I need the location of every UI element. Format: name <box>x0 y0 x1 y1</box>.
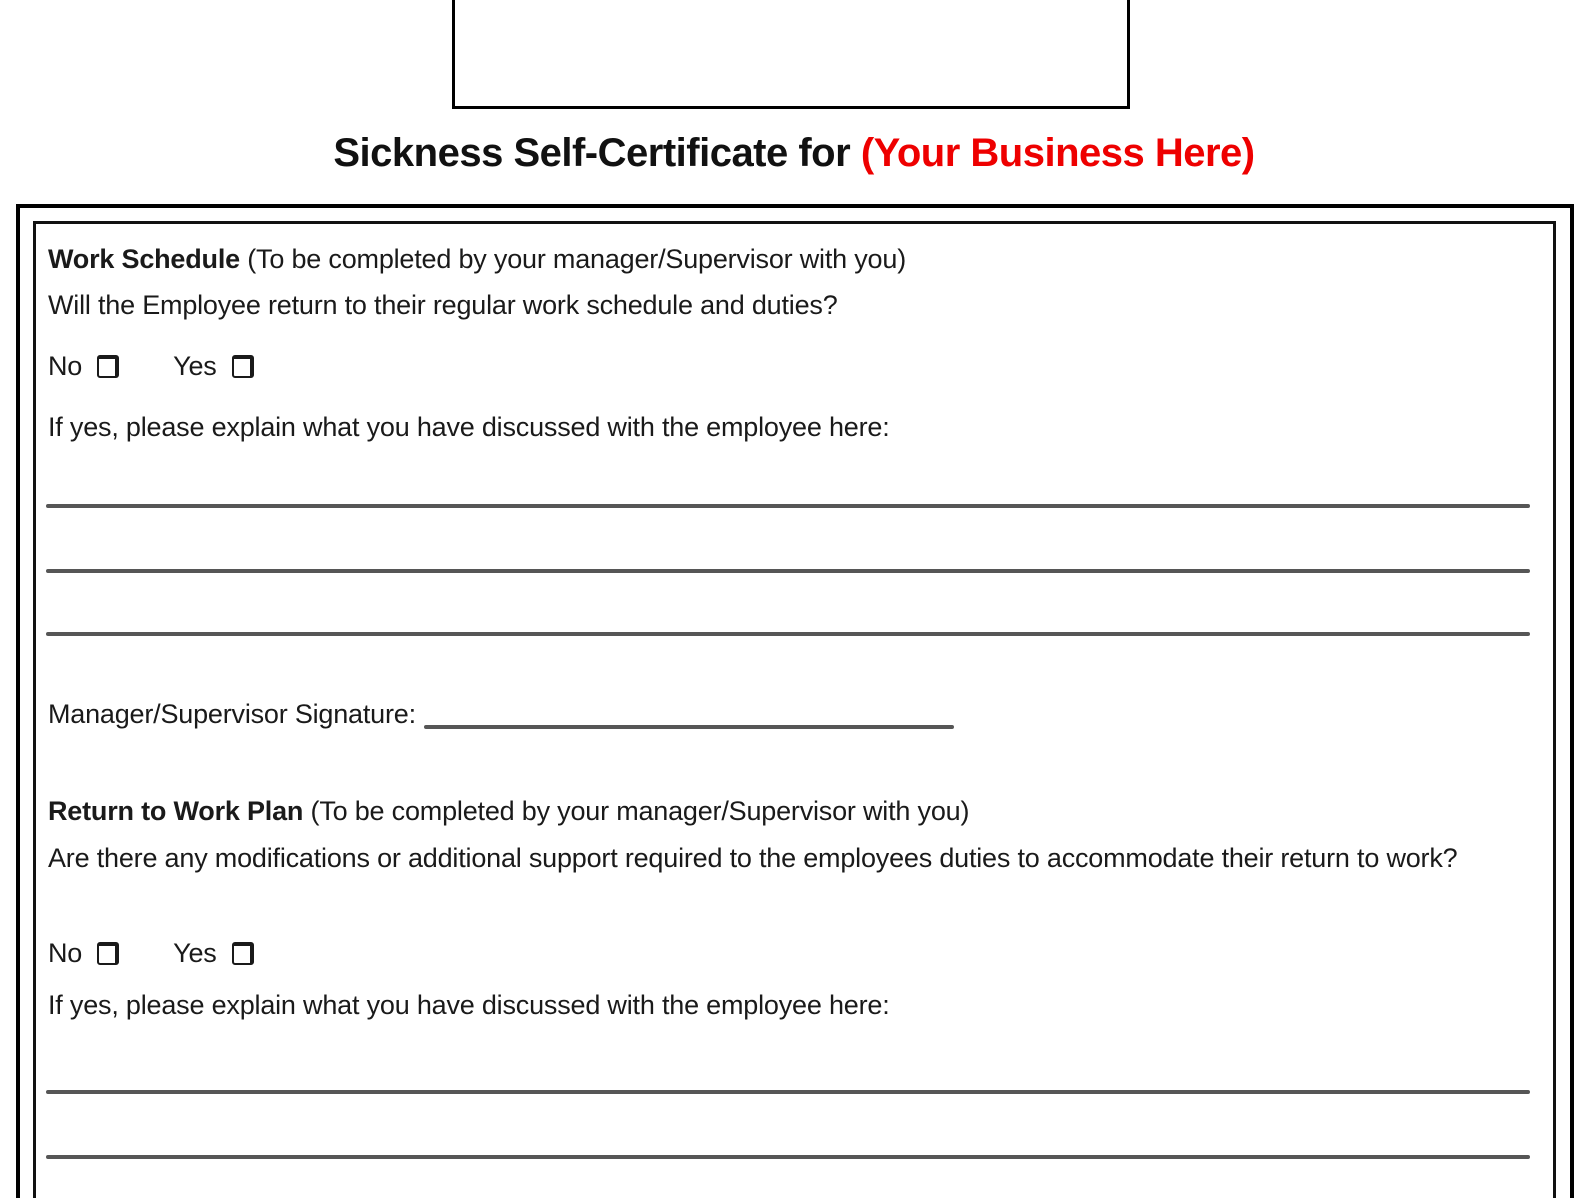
logo-placeholder-box <box>452 0 1130 109</box>
manager-signature-row <box>48 699 954 730</box>
work-schedule-heading: Work Schedule <box>48 244 240 274</box>
work-schedule-question: Will the Employee return to their regular work schedule and duties? <box>48 290 838 320</box>
work-schedule-no-label: No <box>48 351 83 381</box>
return-to-work-yes-checkbox[interactable] <box>232 942 254 965</box>
page-title <box>0 131 1588 175</box>
return-to-work-yes-no-row <box>48 938 254 969</box>
answer-line[interactable] <box>46 1155 1530 1159</box>
title-main-text: Sickness Self-Certificate for <box>333 131 851 175</box>
return-to-work-note: (To be completed by your manager/Supervisor with you) <box>310 796 970 826</box>
return-to-work-no-label: No <box>48 938 83 968</box>
answer-line[interactable] <box>46 632 1530 636</box>
return-to-work-explain-prompt: If yes, please explain what you have discussed with the employee here: <box>48 990 890 1020</box>
work-schedule-explain-prompt: If yes, please explain what you have discussed with the employee here: <box>48 412 890 442</box>
work-schedule-yes-no-row <box>48 351 254 382</box>
manager-signature-line[interactable] <box>424 725 954 729</box>
return-to-work-heading: Return to Work Plan <box>48 796 304 826</box>
form-inner-border <box>33 221 1556 1198</box>
return-to-work-yes-label: Yes <box>173 938 217 968</box>
return-to-work-heading-row <box>48 796 969 827</box>
work-schedule-note: (To be completed by your manager/Supervisor with you) <box>247 244 906 274</box>
answer-line[interactable] <box>46 1090 1530 1094</box>
manager-signature-label: Manager/Supervisor Signature: <box>48 699 416 729</box>
return-to-work-question: Are there any modifications or additional support required to the employees duties to accommodate their return to work? <box>48 843 1458 873</box>
return-to-work-no-checkbox[interactable] <box>97 942 119 965</box>
work-schedule-yes-checkbox[interactable] <box>232 355 254 378</box>
work-schedule-yes-label: Yes <box>173 351 217 381</box>
title-business-placeholder: (Your Business Here) <box>860 131 1255 175</box>
work-schedule-heading-row <box>48 244 906 275</box>
form-outer-border <box>16 204 1574 1198</box>
work-schedule-no-checkbox[interactable] <box>97 355 119 378</box>
answer-line[interactable] <box>46 504 1530 508</box>
answer-line[interactable] <box>46 569 1530 573</box>
